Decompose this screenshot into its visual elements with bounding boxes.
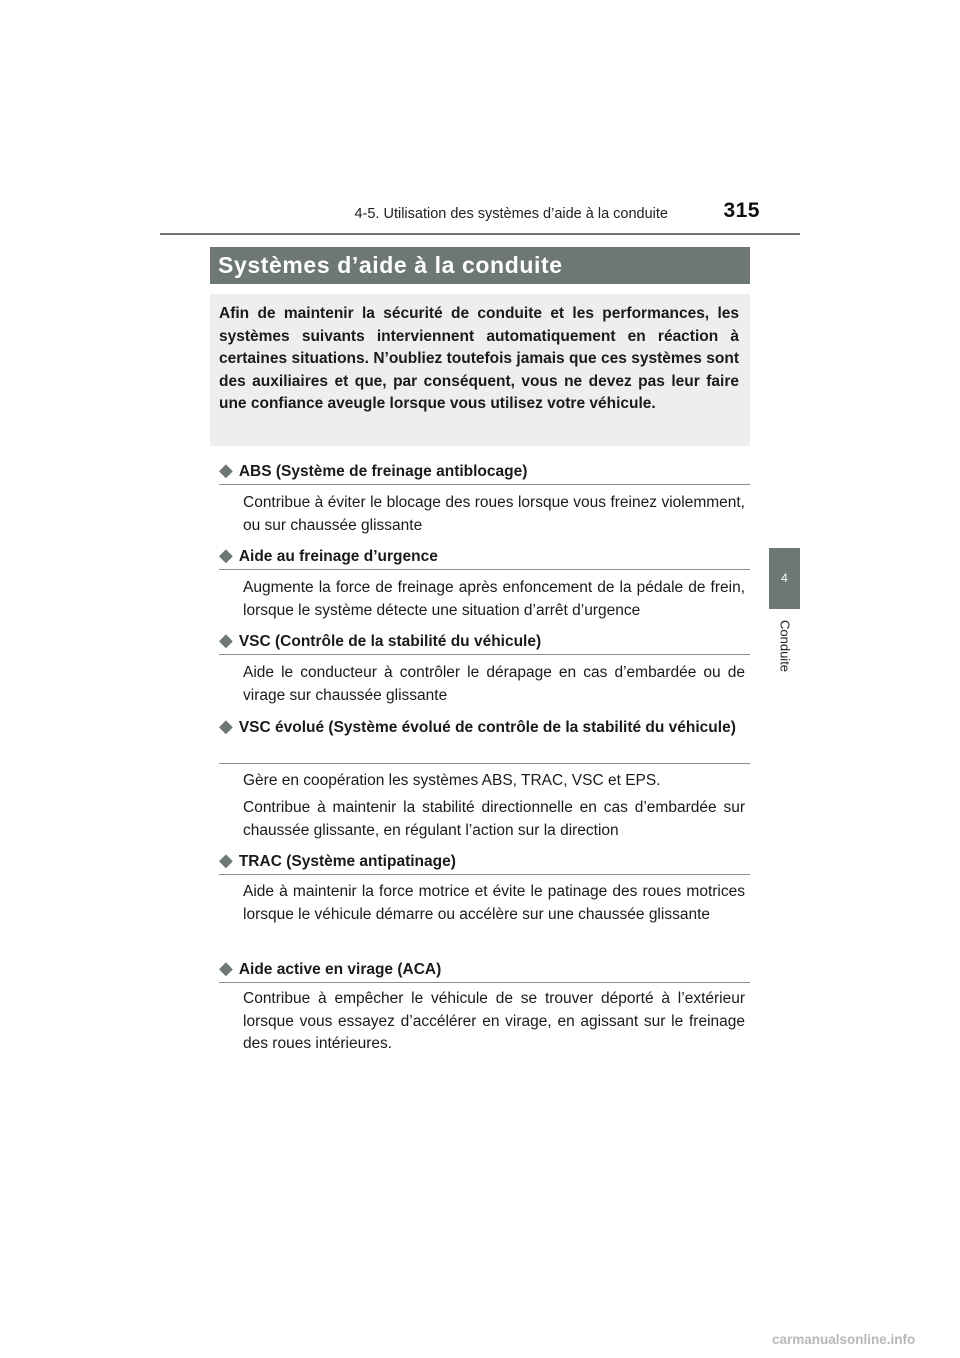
heading-divider xyxy=(219,654,750,655)
heading-divider xyxy=(219,874,750,875)
intro-text: Afin de maintenir la sécurité de conduite et les performances, les systèmes suivants interviennent automatiquement en réaction à certaines situations. N’oubliez toutefois jamais que ces systèmes sont des auxiliaires et que, par conséquent, vous ne devez pas leur faire une confiance aveugle lorsque vous utilisez votre véhicule. xyxy=(219,305,739,413)
item-body-trac: Aide à maintenir la force motrice et évite le patinage des roues motrices lorsque le véhicule démarre ou accélère sur une chaussée glissante xyxy=(243,883,745,923)
item-heading-emergency-brake xyxy=(219,544,750,568)
item-heading-vsc-evolved xyxy=(219,715,750,739)
chapter-tab-number: 4 xyxy=(781,571,788,585)
item-body-vsc-evolved-1: Gère en coopération les systèmes ABS, TRAC, VSC et EPS. xyxy=(243,772,661,789)
header-divider xyxy=(160,233,800,235)
heading-divider xyxy=(219,484,750,485)
chapter-tab-label: Conduite xyxy=(777,620,793,673)
item-heading-text: VSC (Contrôle de la stabilité du véhicule) xyxy=(238,633,542,650)
intro-box xyxy=(210,294,750,446)
item-heading-text: TRAC (Système antipatinage) xyxy=(238,853,456,870)
chapter-title: 4-5. Utilisation des systèmes d’aide à la conduite xyxy=(354,206,668,222)
item-heading-text: Aide au freinage d’urgence xyxy=(238,548,438,565)
item-heading-trac xyxy=(219,849,750,873)
diamond-icon: ◆ xyxy=(219,850,233,870)
item-heading-abs xyxy=(219,459,750,483)
item-heading-text: Aide active en virage (ACA) xyxy=(238,961,442,978)
diamond-icon: ◆ xyxy=(219,630,233,650)
diamond-icon: ◆ xyxy=(219,716,233,736)
diamond-icon: ◆ xyxy=(219,958,233,978)
item-body-emergency-brake: Augmente la force de freinage après enfoncement de la pédale de frein, lorsque le système détecte une situation d’arrêt d’urgence xyxy=(243,579,745,619)
chapter-tab xyxy=(769,548,800,609)
diamond-icon: ◆ xyxy=(219,460,233,480)
diamond-icon: ◆ xyxy=(219,545,233,565)
item-heading-text: VSC évolué (Système évolué de contrôle de la stabilité du véhicule) xyxy=(238,719,736,736)
section-title: Systèmes d’aide à la conduite xyxy=(218,252,563,278)
heading-divider xyxy=(219,763,750,764)
item-heading-aca xyxy=(219,957,750,981)
page-number: 315 xyxy=(723,199,760,222)
heading-divider xyxy=(219,982,750,983)
item-body-abs: Contribue à éviter le blocage des roues lorsque vous freinez violemment, ou sur chaussée glissante xyxy=(243,494,745,534)
section-banner xyxy=(210,247,750,284)
item-body-vsc-evolved-2: Contribue à maintenir la stabilité directionnelle en cas d’embardée sur chaussée glissante, en régulant l’action sur la direction xyxy=(243,799,745,839)
item-body-vsc: Aide le conducteur à contrôler le dérapage en cas d’embardée ou de virage sur chaussée glissante xyxy=(243,664,745,704)
item-heading-vsc xyxy=(219,629,750,653)
watermark: carmanualsonline.info xyxy=(772,1332,916,1347)
item-heading-text: ABS (Système de freinage antiblocage) xyxy=(238,463,528,480)
heading-divider xyxy=(219,569,750,570)
item-body-aca: Contribue à empêcher le véhicule de se trouver déporté à l’extérieur lorsque vous essayez d’accélérer en virage, en agissant sur le freinage des roues intérieures. xyxy=(243,990,745,1053)
